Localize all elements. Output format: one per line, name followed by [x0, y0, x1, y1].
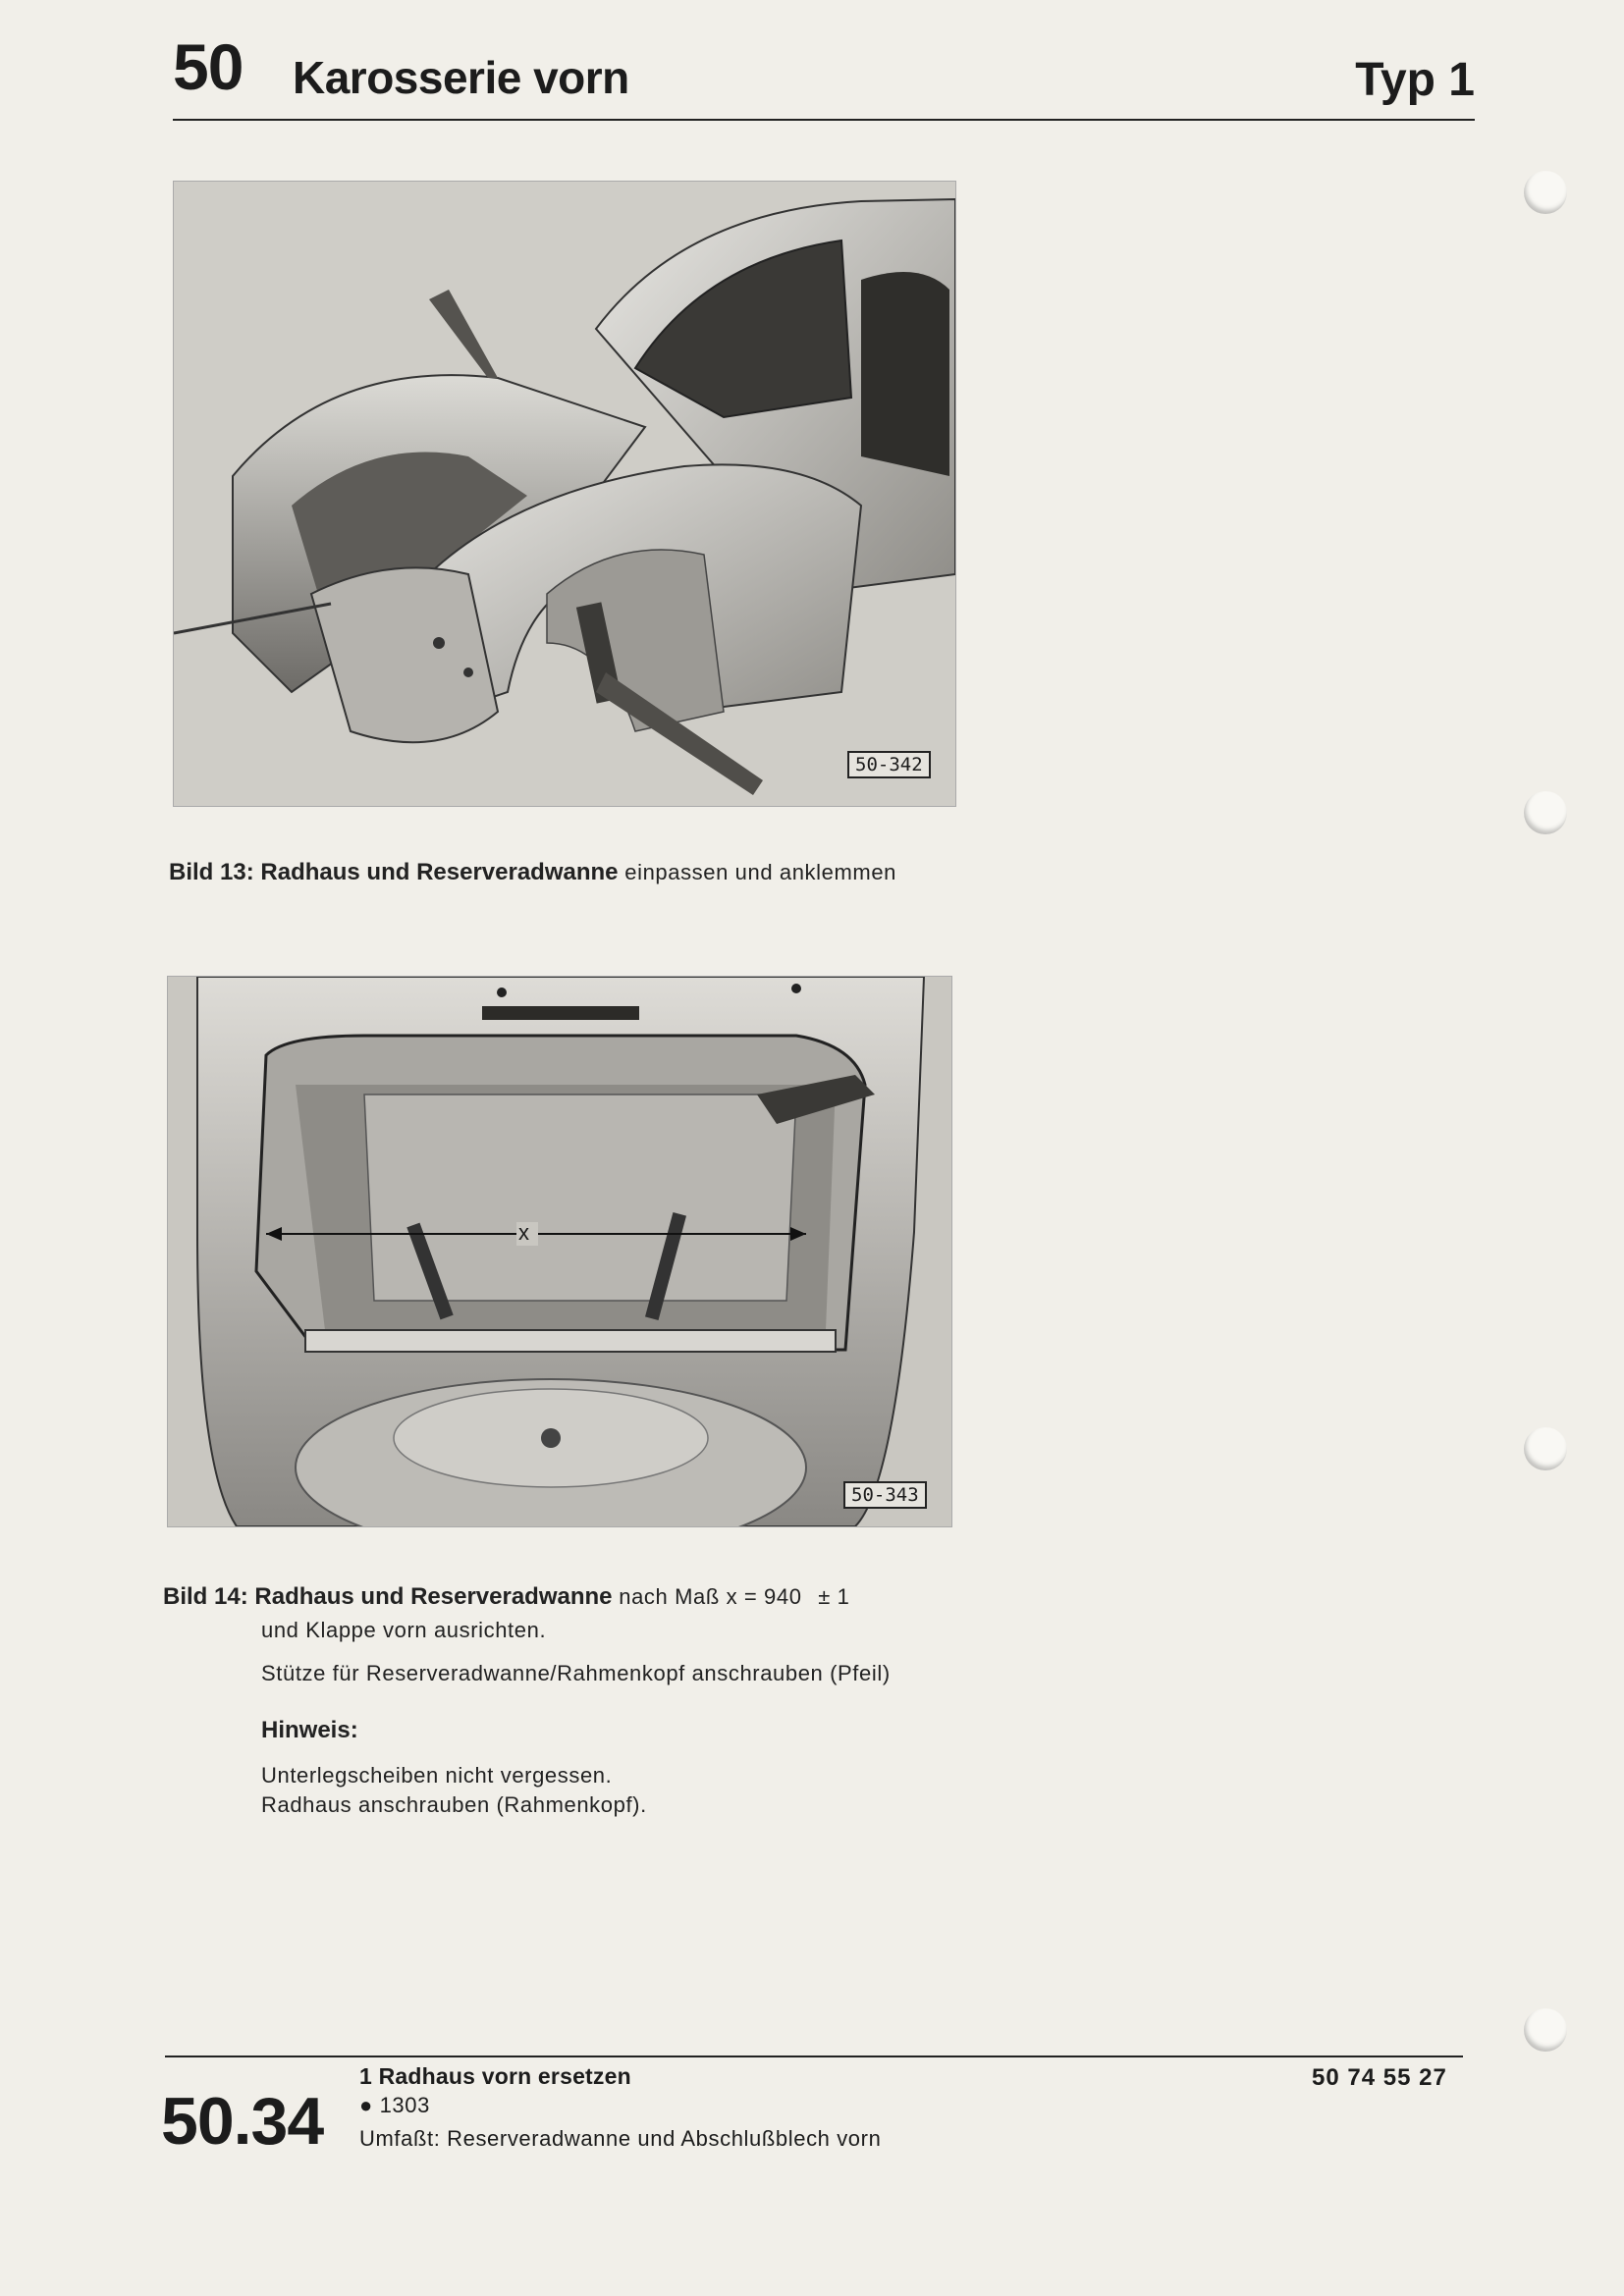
figure-14-tolerance: ± 1 — [818, 1584, 850, 1609]
figure-14-photo — [167, 976, 952, 1527]
figure-14-line2: und Klappe vorn ausrichten. — [261, 1618, 547, 1642]
footer-scope: Umfaßt: Reserveradwanne und Abschlußblech vorn — [359, 2126, 882, 2151]
figure-13-caption-bold: Radhaus und Reserveradwanne — [260, 859, 619, 885]
footer-model: ● 1303 — [359, 2093, 430, 2117]
header-rule — [173, 119, 1475, 121]
page-number: 50.34 — [161, 2084, 324, 2159]
figure-14-line3: Stütze für Reserveradwanne/Rahmenkopf anschrauben (Pfeil) — [261, 1661, 891, 1685]
figure-14-caption — [163, 1582, 850, 1612]
binder-hole — [1524, 791, 1567, 834]
binder-hole — [1524, 171, 1567, 214]
note-heading-wrap — [261, 1716, 358, 1745]
car-body-front-illustration — [174, 182, 955, 806]
note-heading: Hinweis: — [261, 1717, 358, 1743]
figure-14-ref: 50-343 — [843, 1481, 927, 1509]
figure-14-caption-bold: Radhaus und Reserveradwanne — [254, 1583, 613, 1610]
footer-rule — [165, 2056, 1463, 2057]
figure-13-ref: 50-342 — [847, 751, 931, 778]
binder-hole — [1524, 1427, 1567, 1470]
document-number: 50 74 55 27 — [1312, 2064, 1447, 2091]
figure-13-caption — [169, 858, 896, 887]
dimension-x-label: x — [518, 1220, 529, 1245]
figure-14-label: Bild 14: — [163, 1583, 248, 1610]
note-line-1: Unterlegscheiben nicht vergessen. — [261, 1763, 613, 1788]
note-line-2: Radhaus anschrauben (Rahmenkopf). — [261, 1792, 647, 1817]
figure-14-caption-text: nach Maß x = 940 — [619, 1584, 802, 1609]
luggage-compartment-illustration — [168, 977, 951, 1526]
binder-hole — [1524, 2008, 1567, 2052]
chapter-title: Karosserie vorn — [293, 52, 629, 103]
figure-13-photo — [173, 181, 956, 807]
figure-13-label: Bild 13: — [169, 859, 254, 885]
vehicle-type: Typ 1 — [1355, 54, 1475, 106]
footer-section: 1 Radhaus vorn ersetzen — [359, 2063, 631, 2089]
figure-13-caption-text: einpassen und anklemmen — [624, 860, 896, 884]
chapter-number: 50 — [173, 30, 244, 103]
